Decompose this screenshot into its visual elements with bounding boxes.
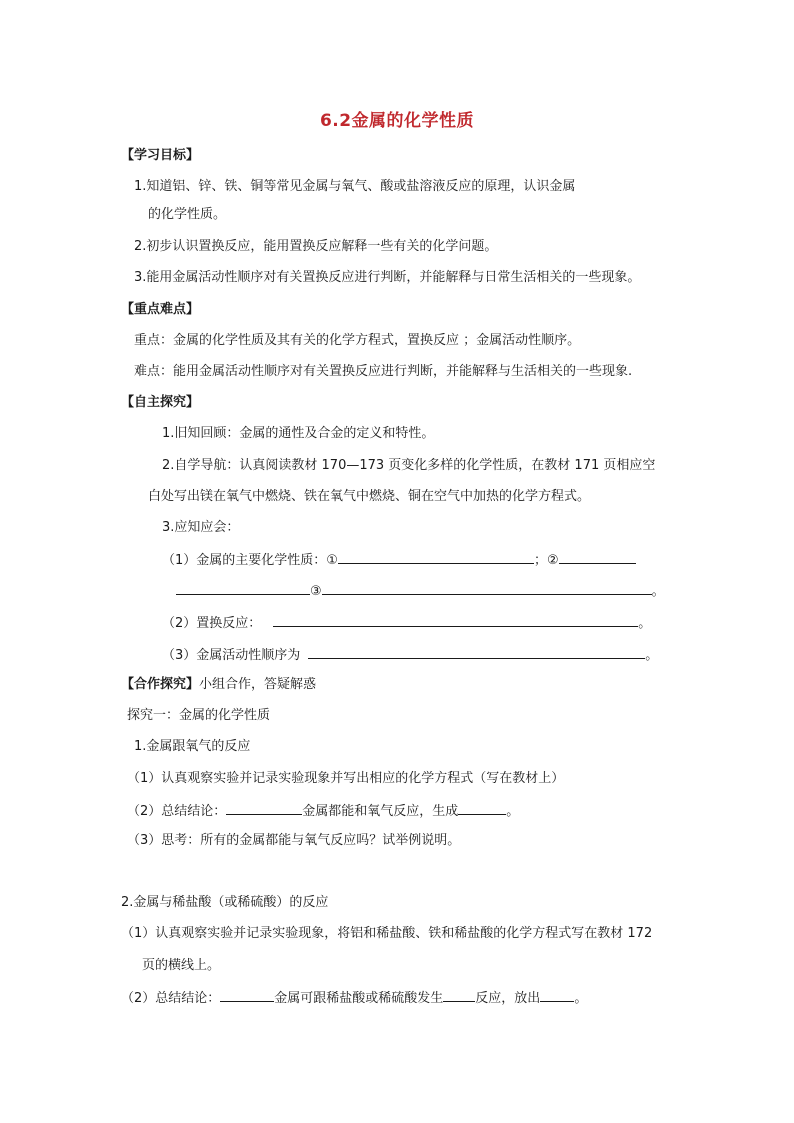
question-2-end: 。	[638, 616, 652, 631]
question-3-prefix: （3）金属活动性顺序为	[162, 648, 301, 663]
objective-2: 2.初步认识置换反应，能用置换反应解释一些有关的化学问题。	[134, 239, 498, 254]
objective-3: 3.能用金属活动性顺序对有关置换反应进行判断，并能解释与日常生活相关的一些现象。	[134, 270, 641, 285]
answer-blank-2[interactable]	[559, 549, 636, 564]
inquiry-1-title: 探究一：金属的化学性质	[127, 708, 271, 723]
self-study-item-2-line-b: 白处写出镁在氧气中燃烧、铁在氧气中燃烧、铜在空气中加热的化学方程式。	[148, 489, 591, 504]
section-2-question-2-row	[121, 987, 587, 1009]
question-1-separator: ；②	[533, 553, 559, 568]
question-3-row	[162, 644, 658, 666]
section-1-question-2-end: 。	[506, 804, 520, 819]
page-title: 6.2金属的化学性质	[319, 111, 475, 131]
section-2-question-1-line-a: （1）认真观察实验并记录实验现象，将铝和稀盐酸、铁和稀盐酸的化学方程式写在教材 172	[121, 926, 653, 941]
objective-1-line-a: 1.知道铝、锌、铁、铜等常见金属与氧气、酸或盐溶液反应的原理，认识金属	[134, 179, 576, 194]
answer-blank-reaction-type[interactable]	[443, 987, 475, 1002]
section-1-question-1: （1）认真观察实验并记录实验现象并写出相应的化学方程式（写在教材上）	[127, 771, 565, 786]
question-1-end: 。	[651, 584, 665, 599]
answer-blank-3[interactable]	[322, 580, 652, 595]
question-2-row	[162, 612, 651, 634]
self-study-item-3: 3.应知应会：	[162, 520, 240, 535]
answer-blank-metal-acid[interactable]	[220, 987, 274, 1002]
section-2-question-2-end: 。	[574, 991, 588, 1006]
section-1-question-2-row	[127, 800, 519, 822]
key-point-difficulty: 难点：能用金属活动性顺序对有关置换反应进行判断，并能解释与生活相关的一些现象.	[134, 364, 633, 379]
answer-blank-product[interactable]	[458, 800, 506, 815]
section-2-title: 2.金属与稀盐酸（或稀硫酸）的反应	[121, 895, 329, 910]
section-1-question-2-prefix: （2）总结结论：	[127, 804, 227, 819]
cooperative-heading-row	[121, 675, 316, 695]
question-1-row-b	[176, 580, 665, 602]
section-1-title: 1.金属跟氧气的反应	[134, 739, 251, 754]
answer-blank-2-continued[interactable]	[176, 580, 310, 595]
objectives-heading: 【学习目标】	[121, 148, 200, 163]
question-2-prefix: （2）置换反应：	[162, 616, 262, 631]
self-study-item-2-line-a: 2.自学导航：认真阅读教材 170—173 页变化多样的化学性质，在教材 171 页相应空	[162, 458, 656, 473]
key-points-heading: 【重点难点】	[121, 302, 200, 317]
section-2-question-2-mid: 金属可跟稀盐酸或稀硫酸发生	[274, 991, 444, 1006]
answer-blank-gas[interactable]	[540, 987, 574, 1002]
objective-1-line-b: 的化学性质。	[148, 207, 227, 222]
answer-blank-metal-oxygen[interactable]	[226, 800, 302, 815]
cooperative-heading: 【合作探究】	[121, 677, 200, 692]
question-3-end: 。	[645, 648, 659, 663]
section-2-question-1-line-b: 页的横线上。	[142, 958, 221, 973]
self-study-item-1: 1.旧知回顾：金属的通性及合金的定义和特性。	[162, 426, 435, 441]
key-point-focus: 重点：金属的化学性质及其有关的化学方程式，置换反应 ；金属活动性顺序。	[134, 333, 581, 348]
answer-blank-1[interactable]	[338, 549, 534, 564]
answer-blank-replacement-reaction[interactable]	[273, 612, 638, 627]
question-1-row-a	[162, 549, 636, 571]
section-1-question-3: （3）思考：所有的金属都能与氧气反应吗？试举例说明。	[127, 833, 461, 848]
section-1-question-2-mid: 金属都能和氧气反应，生成	[302, 804, 459, 819]
question-1-prefix: （1）金属的主要化学性质：①	[162, 553, 338, 568]
section-2-question-2-mid2: 反应，放出	[475, 991, 541, 1006]
answer-blank-activity-series[interactable]	[308, 644, 645, 659]
section-2-question-2-prefix: （2）总结结论：	[121, 991, 221, 1006]
self-study-heading: 【自主探究】	[121, 395, 200, 410]
cooperative-heading-suffix: 小组合作，答疑解惑	[199, 677, 317, 692]
question-1-mark-3: ③	[310, 584, 322, 599]
